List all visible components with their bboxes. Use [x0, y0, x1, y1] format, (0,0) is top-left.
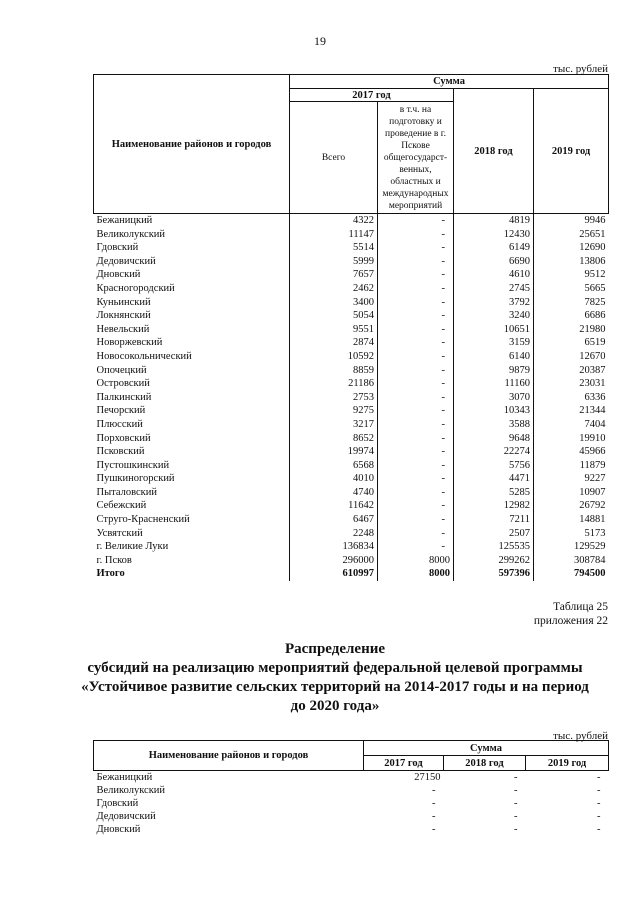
amount-2019: 20387 — [579, 364, 606, 376]
amount-2018: 6149 — [454, 241, 534, 255]
district-name: Дедовичский — [96, 811, 156, 822]
amount-2019: 9946 — [584, 215, 606, 226]
amount-2017: - — [432, 798, 436, 809]
total-2017: 9551 — [290, 323, 378, 337]
amount-2019: 23031 — [579, 378, 606, 390]
table-caption — [534, 600, 608, 628]
table-row — [94, 296, 609, 310]
district-name: Великолукский — [96, 785, 166, 796]
events-2017: 8000 — [378, 567, 454, 581]
amount-2018: - — [514, 811, 518, 822]
amount-2019: 6336 — [584, 391, 606, 403]
total-label: Итого — [94, 567, 290, 581]
district-name: Опочецкий — [94, 364, 290, 378]
district-name: Пустошкинский — [94, 459, 290, 473]
table-row — [94, 513, 609, 527]
district-name: Гдовский — [94, 241, 290, 255]
total-2017: 6568 — [290, 459, 378, 473]
amount-2018: 6690 — [454, 255, 534, 269]
district-name: Локнянский — [94, 309, 290, 323]
amount-2018: 7211 — [454, 513, 534, 527]
total-2017: 7657 — [290, 268, 378, 282]
amount-2019: - — [597, 772, 601, 783]
district-name: Порховский — [94, 432, 290, 446]
district-name: Себежский — [94, 499, 290, 513]
amount-2019: 21980 — [579, 323, 606, 335]
events-2017: - — [378, 459, 454, 473]
district-name: Бежаницкий — [94, 214, 290, 228]
amount-2017: 27150 — [414, 772, 441, 783]
t2-header-2017: 2017 год — [364, 756, 444, 771]
amount-2018: 9648 — [454, 432, 534, 446]
district-name: Палкинский — [94, 391, 290, 405]
amount-2018: 3792 — [454, 296, 534, 310]
amount-2019: 13806 — [579, 255, 606, 267]
amount-2019: 7825 — [584, 296, 606, 308]
header-including: в т.ч. на подготовку и проведение в г. Пскове общегосударст-венных, областных и международных мероприятий — [378, 102, 454, 214]
amount-2018: 2745 — [454, 282, 534, 296]
events-2017: - — [378, 241, 454, 255]
amount-2019: 19910 — [579, 432, 606, 444]
table-row — [94, 391, 609, 405]
table-row — [94, 797, 609, 810]
table-row — [94, 472, 609, 486]
events-2017: - — [378, 282, 454, 296]
t2-header-2019: 2019 год — [526, 756, 609, 771]
amount-2019: 5665 — [584, 282, 606, 294]
total-2017: 3217 — [290, 418, 378, 432]
amount-2019: 129529 — [574, 541, 606, 553]
district-name: Куньинский — [94, 296, 290, 310]
title-line-2: субсидий на реализацию мероприятий федеральной целевой программы — [87, 660, 583, 676]
amount-2018: 2507 — [454, 527, 534, 541]
table-row — [94, 486, 609, 500]
district-name: Гдовский — [96, 798, 139, 809]
table1 — [93, 74, 609, 581]
events-2017: 8000 — [378, 554, 454, 568]
events-2017: - — [378, 296, 454, 310]
amount-2018: 11160 — [454, 377, 534, 391]
total-row — [94, 567, 609, 581]
events-2017: - — [378, 255, 454, 269]
events-2017: - — [378, 350, 454, 364]
amount-2018: 6140 — [454, 350, 534, 364]
t2-header-sum: Сумма — [364, 741, 609, 756]
table1-unit: тыс. рублей — [553, 63, 608, 75]
table-row — [94, 350, 609, 364]
events-2017: - — [378, 268, 454, 282]
total-2017: 4740 — [290, 486, 378, 500]
amount-2019: 6686 — [584, 310, 606, 322]
amount-2018: 9879 — [454, 364, 534, 378]
total-2017: 296000 — [290, 554, 378, 568]
district-name: Печорский — [94, 404, 290, 418]
header-sum: Сумма — [290, 75, 609, 89]
title-line-4: до 2020 года» — [290, 698, 380, 714]
total-2017: 2753 — [290, 391, 378, 405]
table-row — [94, 309, 609, 323]
total-2017: 8652 — [290, 432, 378, 446]
table-row — [94, 241, 609, 255]
district-name: Псковский — [94, 445, 290, 459]
amount-2019: 21344 — [579, 405, 606, 417]
district-name: Плюсский — [94, 418, 290, 432]
total-2017: 19974 — [290, 445, 378, 459]
table-row — [94, 364, 609, 378]
amount-2018: 22274 — [454, 445, 534, 459]
amount-2019: 45966 — [579, 446, 606, 458]
total-2017: 8859 — [290, 364, 378, 378]
total-2017: 5999 — [290, 255, 378, 269]
district-name: Пыталовский — [94, 486, 290, 500]
title-line-1: Распределение — [284, 641, 386, 657]
events-2017: - — [378, 445, 454, 459]
amount-2018: 3070 — [454, 391, 534, 405]
total-2017: 3400 — [290, 296, 378, 310]
district-name: Великолукский — [94, 228, 290, 242]
amount-2018: - — [514, 824, 518, 835]
amount-2018: 5285 — [454, 486, 534, 500]
table-row — [94, 282, 609, 296]
amount-2018: 12982 — [454, 499, 534, 513]
events-2017: - — [378, 309, 454, 323]
district-name: Бежаницкий — [96, 772, 153, 783]
amount-2019: 25651 — [579, 228, 606, 240]
events-2017: - — [378, 391, 454, 405]
header-2018: 2018 год — [454, 89, 534, 214]
document-title — [60, 640, 610, 716]
table-row — [94, 771, 609, 785]
total-2017: 5054 — [290, 309, 378, 323]
t2-header-name: Наименование районов и городов — [94, 741, 364, 771]
amount-2018: 5756 — [454, 459, 534, 473]
amount-2018: 10343 — [454, 404, 534, 418]
total-2017: 2874 — [290, 336, 378, 350]
events-2017: - — [378, 486, 454, 500]
amount-2018: 4610 — [454, 268, 534, 282]
table-row — [94, 377, 609, 391]
amount-2019: - — [597, 785, 601, 796]
amount-2018: 3240 — [454, 309, 534, 323]
total-2017: 610997 — [290, 567, 378, 581]
events-2017: - — [378, 404, 454, 418]
events-2017: - — [378, 418, 454, 432]
total-2017: 9275 — [290, 404, 378, 418]
district-name: Новосокольнический — [94, 350, 290, 364]
district-name: Усвятский — [94, 527, 290, 541]
amount-2017: - — [432, 824, 436, 835]
header-total: Всего — [290, 102, 378, 214]
table-row — [94, 228, 609, 242]
amount-2018: - — [514, 798, 518, 809]
district-name: г. Великие Луки — [94, 540, 290, 554]
district-name: Дновский — [96, 824, 141, 835]
table-row — [94, 404, 609, 418]
header-name: Наименование районов и городов — [94, 75, 290, 214]
events-2017: - — [378, 527, 454, 541]
total-2017: 5514 — [290, 241, 378, 255]
total-2017: 10592 — [290, 350, 378, 364]
table-row — [94, 336, 609, 350]
events-2017: - — [378, 228, 454, 242]
page-number: 19 — [314, 34, 326, 48]
amount-2019: - — [597, 824, 601, 835]
appendix-number: приложения 22 — [533, 615, 608, 627]
total-2017: 11147 — [290, 228, 378, 242]
amount-2018: 4819 — [454, 214, 534, 228]
district-name: Пушкиногорский — [94, 472, 290, 486]
table-row — [94, 445, 609, 459]
table-row — [94, 418, 609, 432]
amount-2019: 9227 — [584, 473, 606, 485]
table-row — [94, 810, 609, 823]
total-2017: 2248 — [290, 527, 378, 541]
amount-2017: - — [432, 785, 436, 796]
table-row — [94, 255, 609, 269]
amount-2018: 10651 — [454, 323, 534, 337]
events-2017: - — [378, 364, 454, 378]
total-2017: 11642 — [290, 499, 378, 513]
amount-2018: - — [514, 772, 518, 783]
table-row — [94, 214, 609, 228]
events-2017: - — [378, 432, 454, 446]
table-row — [94, 823, 609, 836]
table-row — [94, 784, 609, 797]
table-row — [94, 540, 609, 554]
amount-2018: 125535 — [454, 540, 534, 554]
amount-2019: 11879 — [579, 459, 606, 471]
table-row — [94, 268, 609, 282]
total-2017: 2462 — [290, 282, 378, 296]
district-name: Дновский — [94, 268, 290, 282]
table-row — [94, 459, 609, 473]
events-2017: - — [378, 513, 454, 527]
amount-2019: 5173 — [584, 527, 606, 539]
district-name: Струго-Красненский — [94, 513, 290, 527]
header-2019: 2019 год — [534, 89, 609, 214]
events-2017: - — [378, 214, 454, 228]
amount-2018: 4471 — [454, 472, 534, 486]
title-line-3: «Устойчивое развитие сельских территорий на 2014-2017 годы и на период — [81, 679, 589, 695]
district-name: г. Псков — [94, 554, 290, 568]
amount-2019: - — [597, 811, 601, 822]
events-2017: - — [378, 499, 454, 513]
total-2017: 4010 — [290, 472, 378, 486]
amount-2018: - — [514, 785, 518, 796]
table-row — [94, 554, 609, 568]
district-name: Красногородский — [94, 282, 290, 296]
table-row — [94, 432, 609, 446]
total-2017: 136834 — [290, 540, 378, 554]
table-row — [94, 323, 609, 337]
header-2017: 2017 год — [290, 89, 454, 102]
amount-2017: - — [432, 811, 436, 822]
amount-2019: 7404 — [584, 418, 606, 430]
amount-2018: 299262 — [454, 554, 534, 568]
amount-2019: 10907 — [579, 486, 606, 498]
events-2017: - — [378, 377, 454, 391]
events-2017: - — [378, 540, 454, 554]
events-2017: - — [378, 472, 454, 486]
amount-2019: 12670 — [579, 350, 606, 362]
amount-2019: 14881 — [579, 514, 606, 526]
t2-header-2018: 2018 год — [444, 756, 526, 771]
amount-2019: 12690 — [579, 242, 606, 254]
table2 — [93, 740, 609, 836]
table2-unit: тыс. рублей — [553, 730, 608, 742]
table-row — [94, 499, 609, 513]
district-name: Новоржевский — [94, 336, 290, 350]
total-2017: 6467 — [290, 513, 378, 527]
amount-2019: 308784 — [574, 554, 606, 566]
events-2017: - — [378, 336, 454, 350]
amount-2018: 597396 — [454, 567, 534, 581]
amount-2019: 794500 — [574, 568, 606, 580]
district-name: Островский — [94, 377, 290, 391]
amount-2019: 9512 — [584, 269, 606, 281]
district-name: Невельский — [94, 323, 290, 337]
amount-2019: 6519 — [584, 337, 606, 349]
district-name: Дедовичский — [94, 255, 290, 269]
table-row — [94, 527, 609, 541]
amount-2019: - — [597, 798, 601, 809]
amount-2018: 3588 — [454, 418, 534, 432]
amount-2019: 26792 — [579, 500, 606, 512]
events-2017: - — [378, 323, 454, 337]
table-number: Таблица 25 — [553, 601, 608, 613]
total-2017: 21186 — [290, 377, 378, 391]
amount-2018: 12430 — [454, 228, 534, 242]
total-2017: 4322 — [290, 214, 378, 228]
amount-2018: 3159 — [454, 336, 534, 350]
